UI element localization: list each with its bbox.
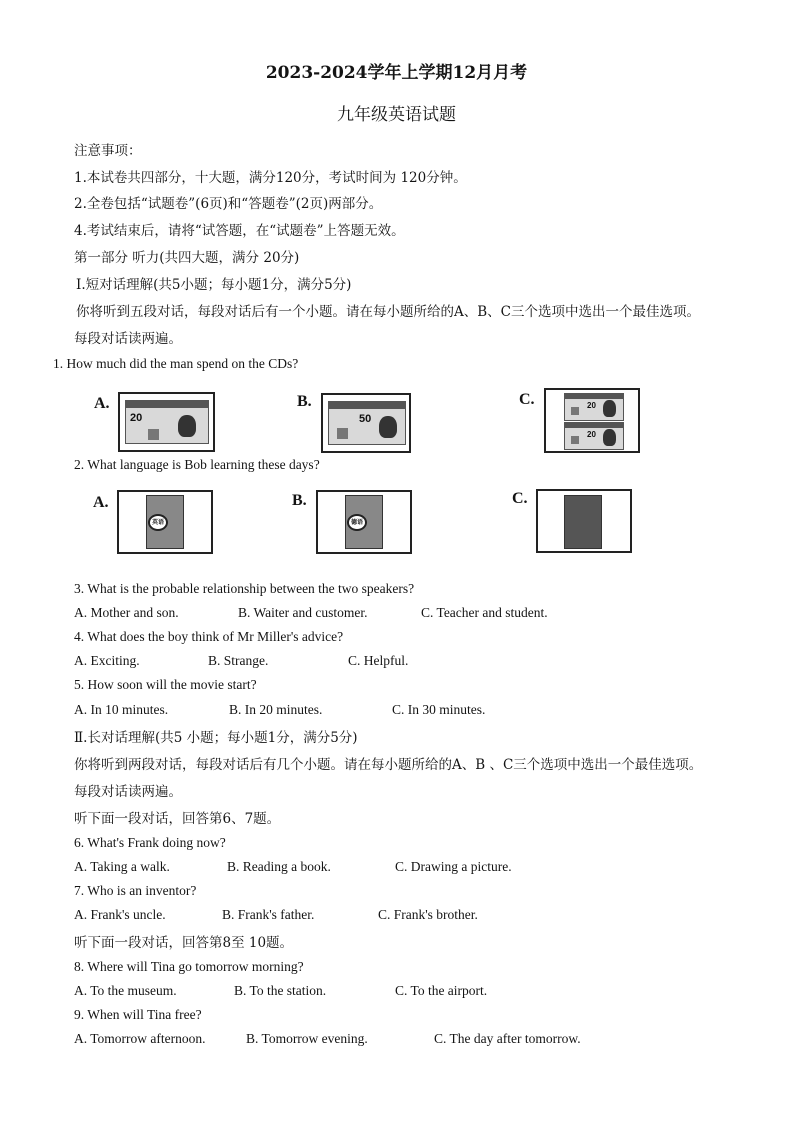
exam-title: 2023-2024学年上学期12月月考 [265,63,528,83]
q5-option-b: B. In 20 minutes. [229,702,323,717]
q8-option-a: A. To the museum. [74,983,177,998]
banknote-value: 20 [587,401,596,410]
part1-heading: 第一部分 听力(共四大题，满分 20分) [74,250,300,266]
question-8-stem: 8. Where will Tina go tomorrow morning? [74,959,304,974]
q6-option-a: A. Taking a walk. [74,859,170,874]
q2-option-b-label: B. [292,492,307,509]
exam-subtitle: 九年级英语试题 [337,105,456,125]
question-9-stem: 9. When will Tina free? [74,1007,202,1022]
q1-option-a-image [118,392,215,452]
question-7-stem: 7. Who is an inventor? [74,883,197,898]
banknote-value: 50 [359,413,372,425]
book-cover [345,495,383,549]
section1-heading: Ⅰ.短对话理解(共5小题；每小题1分，满分5分) [76,277,352,293]
q3-option-b: B. Waiter and customer. [238,605,368,620]
q7-option-b: B. Frank's father. [222,907,315,922]
q1-option-c-label: C. [519,391,535,408]
question-5-stem: 5. How soon will the movie start? [74,677,257,692]
q2-option-a-image [117,490,213,554]
q5-option-a: A. In 10 minutes. [74,702,169,717]
q2-option-c-label: C. [512,490,528,507]
q2-option-a-label: A. [93,494,109,511]
question-3-stem: 3. What is the probable relationship between the two speakers? [74,581,415,596]
language-badge: 德语 [347,514,367,531]
section2-instruction-2: 每段对话读两遍。 [74,784,182,800]
q2-option-c-image [536,489,632,553]
language-badge: 英语 [148,514,168,531]
section2-instruction: 你将听到两段对话，每段对话后有几个小题。请在每小题所给的A、B 、C三个选项中选出一个最佳选项。 [74,757,703,773]
q7-option-a: A. Frank's uncle. [74,907,166,922]
question-2-stem: 2. What language is Bob learning these days? [74,457,320,472]
q1-option-b-label: B. [297,393,312,410]
notice-heading: 注意事项： [74,143,142,159]
banknote-20-bottom [564,422,624,450]
q8-option-c: C. To the airport. [395,983,488,998]
q9-option-b: B. Tomorrow evening. [246,1031,368,1046]
q4-option-c: C. Helpful. [348,653,409,668]
q8-option-b: B. To the station. [234,983,327,998]
question-1-stem: 1. How much did the man spend on the CDs? [53,356,299,371]
banknote-50 [328,401,406,445]
book-cover [146,495,184,549]
dialog-1-intro: 听下面一段对话，回答第6、7题。 [74,811,281,827]
banknote-value: 20 [130,412,143,424]
q5-option-c: C. In 30 minutes. [392,702,486,717]
notice-item-1: 1.本试卷共四部分，十大题，满分120分，考试时间为 120分钟。 [74,170,467,186]
q3-option-a: A. Mother and son. [74,605,179,620]
q1-option-a-label: A. [94,395,110,412]
q6-option-b: B. Reading a book. [227,859,331,874]
q4-option-b: B. Strange. [208,653,269,668]
question-4-stem: 4. What does the boy think of Mr Miller's advice? [74,629,344,644]
q2-option-b-image [316,490,412,554]
banknote-value: 20 [587,430,596,439]
section1-instruction: 你将听到五段对话，每段对话后有一个小题。请在每小题所给的A、B、C三个选项中选出一个最佳选项。 [76,304,700,320]
dialog-2-intro: 听下面一段对话，回答第8至 10题。 [74,935,294,951]
banknote-20 [125,400,209,444]
banknote-20-top [564,393,624,421]
q7-option-c: C. Frank's brother. [378,907,478,922]
q1-option-b-image [321,393,411,453]
q9-option-c: C. The day after tomorrow. [434,1031,581,1046]
q9-option-a: A. Tomorrow afternoon. [74,1031,206,1046]
notice-item-3: 4.考试结束后，请将“试答题，在“试题卷”上答题无效。 [74,223,405,239]
q1-option-c-image [544,388,640,453]
q6-option-c: C. Drawing a picture. [395,859,512,874]
section2-heading: Ⅱ.长对话理解(共5 小题；每小题1分，满分5分) [74,730,358,746]
book-cover [564,495,602,549]
q3-option-c: C. Teacher and student. [421,605,548,620]
question-6-stem: 6. What's Frank doing now? [74,835,226,850]
notice-item-2: 2.全卷包括“试题卷”(6页)和“答题卷”(2页)两部分。 [74,196,383,212]
section1-instruction-2: 每段对话读两遍。 [74,331,182,347]
q4-option-a: A. Exciting. [74,653,140,668]
